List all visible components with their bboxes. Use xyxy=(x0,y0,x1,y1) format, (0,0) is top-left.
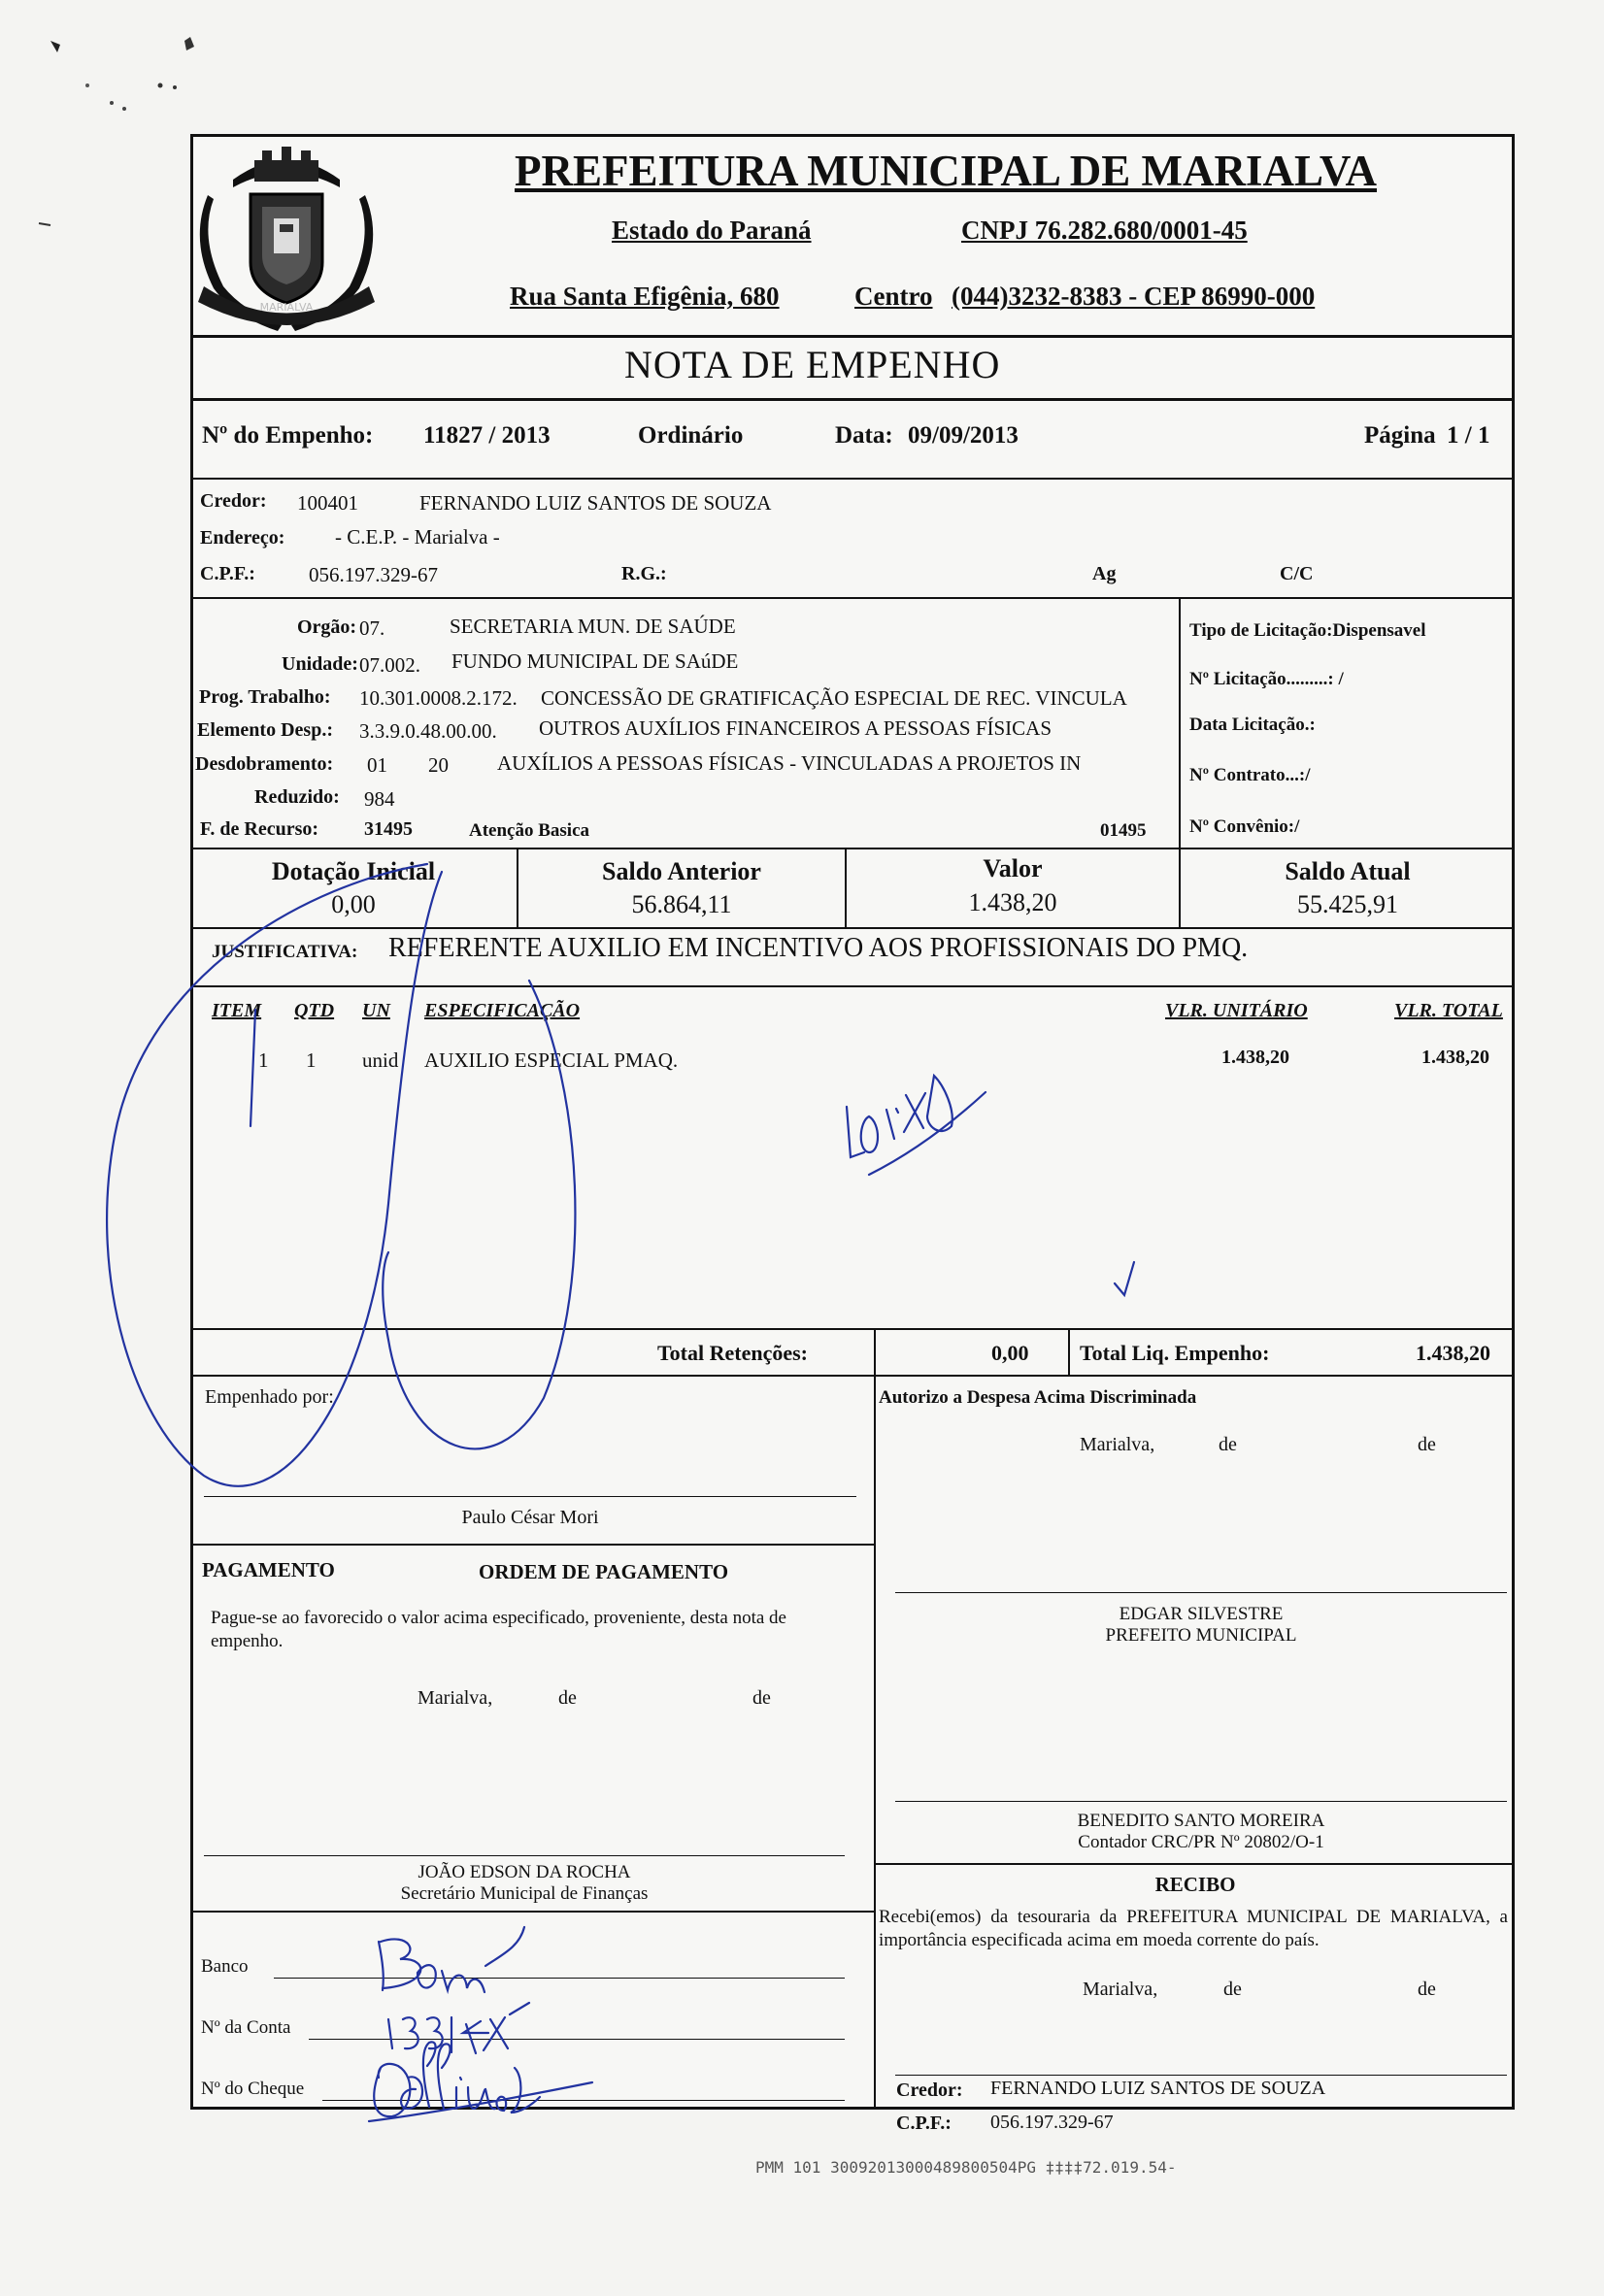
contador-role: Contador CRC/PR Nº 20802/O-1 xyxy=(1078,1832,1324,1852)
endereco-label: Endereço: xyxy=(200,527,285,549)
col-header-vlr-unitario: VLR. UNITÁRIO xyxy=(1165,1000,1308,1021)
empenhado-label: Empenhado por: xyxy=(205,1386,334,1408)
recibo-cpf-label: C.P.F.: xyxy=(896,2113,952,2134)
rg-label: R.G.: xyxy=(621,563,667,584)
autorizo-de-1: de xyxy=(1219,1434,1237,1455)
pagamento-text: Pague-se ao favorecido o valor acima especificado, proveniente, desta nota de empenho. xyxy=(211,1608,786,1651)
valor-value: 1.438,20 xyxy=(968,888,1057,916)
desdobramento-name: AUXÍLIOS A PESSOAS FÍSICAS - VINCULADAS A PROJETOS IN xyxy=(497,751,1082,775)
footer-stamp: PMM 101 30092013000489800504PG ‡‡‡‡72.019.54- xyxy=(755,2158,1177,2177)
total-liquido-value: 1.438,20 xyxy=(1416,1341,1490,1365)
empenho-type: Ordinário xyxy=(638,422,744,449)
dotacao-label: Dotação Inicial xyxy=(271,857,436,885)
col-header-un: UN xyxy=(362,1000,390,1021)
total-retencoes-label: Total Retenções: xyxy=(657,1341,808,1365)
header-phone-cep: (044)3232-8383 - CEP 86990-000 xyxy=(952,282,1316,311)
contador-name: BENEDITO SANTO MOREIRA xyxy=(1077,1811,1325,1831)
conta-label: Nº da Conta xyxy=(201,2017,291,2038)
recibo-de-1: de xyxy=(1223,1979,1242,2000)
saldo-anterior-value: 56.864,11 xyxy=(631,890,732,918)
pagamento-de-1: de xyxy=(558,1687,577,1709)
page-label: Página xyxy=(1364,422,1436,449)
credor-code: 100401 xyxy=(297,491,358,515)
licitacao-contrato: Nº Contrato...:/ xyxy=(1189,765,1311,785)
pagamento-label: PAGAMENTO xyxy=(202,1558,335,1581)
prog-name: CONCESSÃO DE GRATIFICAÇÃO ESPECIAL DE REC. VINCULA xyxy=(541,686,1127,710)
justificativa-label: JUSTIFICATIVA: xyxy=(212,942,358,962)
desdobramento-b: 20 xyxy=(428,753,449,777)
recibo-credor-label: Credor: xyxy=(896,2080,963,2101)
elemento-code: 3.3.9.0.48.00.00. xyxy=(359,719,497,743)
prog-label: Prog. Trabalho: xyxy=(199,686,331,708)
autorizo-label: Autorizo a Despesa Acima Discriminada xyxy=(879,1387,1197,1408)
recibo-cpf-value: 056.197.329-67 xyxy=(990,2112,1114,2133)
empenhado-name: Paulo César Mori xyxy=(461,1507,599,1528)
licitacao-convenio: Nº Convênio:/ xyxy=(1189,816,1300,837)
total-liquido-label: Total Liq. Empenho: xyxy=(1080,1341,1270,1365)
secretario-name: JOÃO EDSON DA ROCHA xyxy=(418,1862,631,1882)
row-spec: AUXILIO ESPECIAL PMAQ. xyxy=(424,1048,679,1072)
empenho-date-label: Data: xyxy=(835,422,893,449)
empenho-number-label: Nº do Empenho: xyxy=(202,422,374,449)
cc-label: C/C xyxy=(1280,563,1314,584)
credor-name: FERNANDO LUIZ SANTOS DE SOUZA xyxy=(419,491,772,515)
header-address: Rua Santa Efigênia, 680 xyxy=(510,282,780,311)
autorizo-de-2: de xyxy=(1418,1434,1436,1455)
total-retencoes-value: 0,00 xyxy=(991,1341,1029,1365)
pagamento-marialva: Marialva, xyxy=(418,1687,493,1709)
col-header-qtd: QTD xyxy=(294,1000,335,1021)
saldo-anterior-label: Saldo Anterior xyxy=(602,857,761,885)
recibo-title: RECIBO xyxy=(1154,1873,1236,1896)
unidade-code: 07.002. xyxy=(359,653,420,677)
recibo-marialva: Marialva, xyxy=(1083,1979,1158,2000)
row-item: 1 xyxy=(258,1048,269,1072)
licitacao-numero: Nº Licitação.........: / xyxy=(1189,669,1344,689)
orgao-name: SECRETARIA MUN. DE SAÚDE xyxy=(450,615,736,638)
prefeito-name: EDGAR SILVESTRE xyxy=(1119,1604,1284,1624)
prefeito-role: PREFEITO MUNICIPAL xyxy=(1105,1625,1297,1646)
unidade-name: FUNDO MUNICIPAL DE SAúDE xyxy=(451,649,739,673)
row-unit: 1.438,20 xyxy=(1221,1047,1289,1068)
row-total: 1.438,20 xyxy=(1421,1047,1489,1068)
endereco-value: - C.E.P. - Marialva - xyxy=(335,525,500,549)
elemento-label: Elemento Desp.: xyxy=(197,719,333,741)
header-cnpj: CNPJ 76.282.680/0001-45 xyxy=(961,216,1248,245)
cheque-label: Nº do Cheque xyxy=(201,2079,305,2099)
row-un: unid xyxy=(362,1048,399,1072)
page-number: 1 / 1 xyxy=(1447,422,1490,449)
unidade-label: Unidade: xyxy=(282,653,358,675)
autorizo-marialva: Marialva, xyxy=(1080,1434,1155,1455)
recurso-ref: 01495 xyxy=(1100,820,1147,841)
empenho-date: 09/09/2013 xyxy=(908,422,1019,449)
col-header-item: ITEM xyxy=(212,1000,262,1021)
cpf-value: 056.197.329-67 xyxy=(309,563,438,586)
col-header-especificacao: ESPECIFICAÇÃO xyxy=(424,1000,581,1021)
svg-text:MARIALVA: MARIALVA xyxy=(259,301,314,314)
saldo-atual-value: 55.425,91 xyxy=(1297,890,1398,918)
header-state: Estado do Paraná xyxy=(612,216,812,245)
valor-label: Valor xyxy=(983,854,1043,882)
header-district: Centro xyxy=(854,282,933,311)
reduzido-value: 984 xyxy=(364,787,395,811)
ordem-pagamento-label: ORDEM DE PAGAMENTO xyxy=(479,1560,729,1583)
elemento-name: OUTROS AUXÍLIOS FINANCEIROS A PESSOAS FÍSICAS xyxy=(539,716,1053,740)
reduzido-label: Reduzido: xyxy=(254,786,340,808)
credor-label: Credor: xyxy=(200,490,267,512)
cpf-label: C.P.F.: xyxy=(200,563,255,584)
recibo-de-2: de xyxy=(1418,1979,1436,2000)
ag-label: Ag xyxy=(1092,563,1117,584)
recibo-credor-name: FERNANDO LUIZ SANTOS DE SOUZA xyxy=(990,2078,1326,2099)
justificativa-text: REFERENTE AUXILIO EM INCENTIVO AOS PROFISSIONAIS DO PMQ. xyxy=(388,933,1249,963)
recurso-name: Atenção Basica xyxy=(469,820,590,841)
recibo-text: Recebi(emos) da tesouraria da PREFEITURA MUNICIPAL DE MARIALVA, a importância especificada acima em moeda corrente do país. xyxy=(879,1907,1508,1950)
col-header-vlr-total: VLR. TOTAL xyxy=(1394,1000,1503,1021)
orgao-label: Orgão: xyxy=(297,616,357,638)
row-qtd: 1 xyxy=(306,1048,317,1072)
licitacao-data: Data Licitação.: xyxy=(1189,715,1316,735)
banco-label: Banco xyxy=(201,1956,249,1977)
licitacao-tipo: Tipo de Licitação:Dispensavel xyxy=(1189,620,1426,641)
saldo-atual-label: Saldo Atual xyxy=(1285,857,1411,885)
orgao-code: 07. xyxy=(359,616,385,640)
empenho-number: 11827 / 2013 xyxy=(423,422,551,449)
desdobramento-label: Desdobramento: xyxy=(195,753,334,775)
recurso-code: 31495 xyxy=(364,818,413,840)
header-title: PREFEITURA MUNICIPAL DE MARIALVA xyxy=(515,147,1378,195)
recurso-label: F. de Recurso: xyxy=(200,818,319,840)
document-title: NOTA DE EMPENHO xyxy=(624,343,1001,386)
prog-code: 10.301.0008.2.172. xyxy=(359,686,518,710)
desdobramento-a: 01 xyxy=(367,753,387,777)
secretario-role: Secretário Municipal de Finanças xyxy=(400,1883,649,1904)
dotacao-value: 0,00 xyxy=(331,890,376,918)
pagamento-de-2: de xyxy=(752,1687,771,1709)
